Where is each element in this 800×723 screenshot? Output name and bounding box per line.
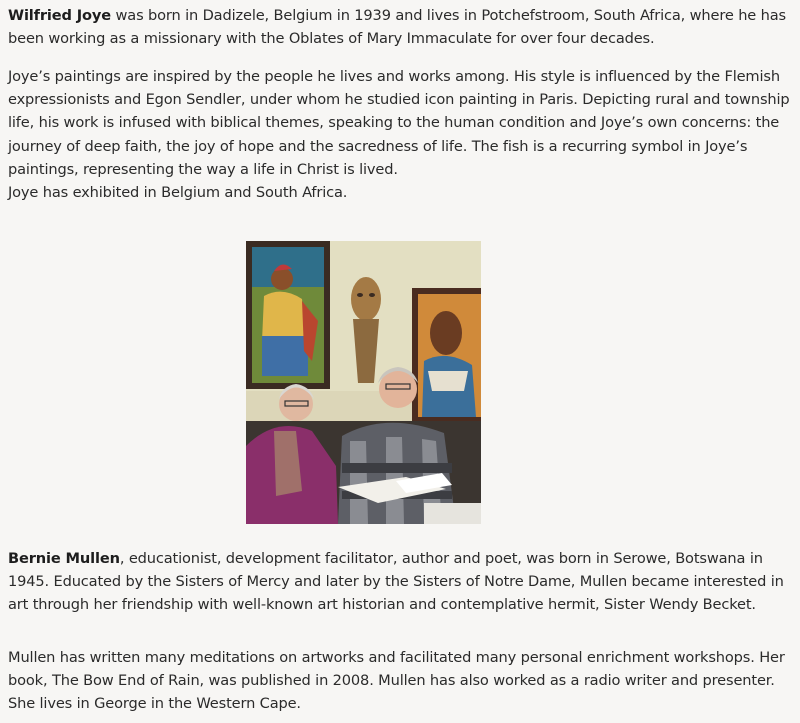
artists-photo (246, 241, 481, 524)
joye-intro-paragraph (8, 4, 792, 50)
joye-exhibited-paragraph: Joye has exhibited in Belgium and South Africa. (8, 184, 348, 201)
joye-intro-text: was born in Dadizele, Belgium in 1939 and lives in Potchefstroom, South Africa, where he has been working as a missionary with the Oblates of Mary Immaculate for over four decades. (8, 7, 786, 48)
mullen-writing-paragraph: Mullen has written many meditations on artworks and facilitated many personal enrichment workshops. Her book, The Bow End of Rain, was published in 2008. Mullen has also worked as a radio writer and presenter. She lives in George in the Western Cape. (8, 649, 785, 713)
joye-name: Wilfried Joye (8, 7, 111, 24)
joye-style-paragraph: Joye’s paintings are inspired by the people he lives and works among. His style is influenced by the Flemish expressionists and Egon Sendler, under whom he studied icon painting in Paris. Depicting rural and township life, his work is infused with biblical themes, speaking to the human condition and Joye’s own concerns: the journey of deep faith, the joy of hope and the sacredness of life. The fish is a recurring symbol in Joye’s paintings, representing the way a life in Christ is lived. (8, 68, 790, 178)
mullen-intro-text: , educationist, development facilitator, author and poet, was born in Serowe, Botswana in 1945. Educated by the Sisters of Mercy and later by the Sisters of Notre Dame, Mullen became interested in art through her friendship with well-known art historian and contemplative hermit, Sister Wendy Becket. (8, 550, 784, 614)
mullen-intro-paragraph (8, 547, 792, 617)
mullen-name: Bernie Mullen (8, 550, 120, 567)
